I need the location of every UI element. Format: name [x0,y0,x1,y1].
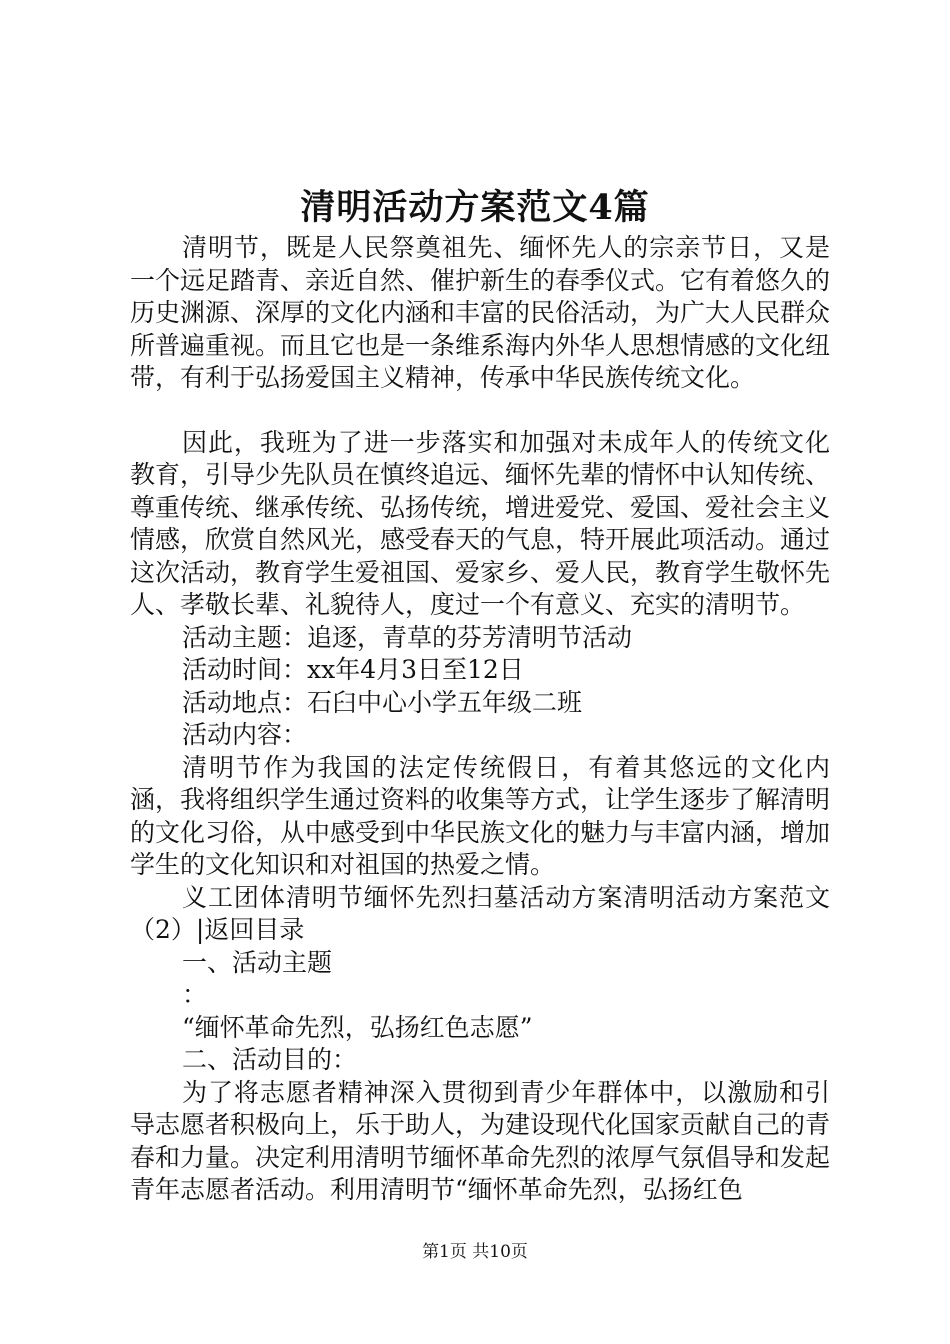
heading-purpose: 二、活动目的： [182,1045,358,1074]
document-title: 清明活动方案范文4篇 [300,187,650,228]
heading-theme: 一、活动主题 [182,947,333,977]
paragraph-volunteer: 为了将志愿者精神深入贯彻到青少年群体中，以激励和引导志愿者积极向上，乐于助人，为建设现代化国家贡献自己的青春和力量。决定利用清明节缅怀革命先烈的浓厚气氛倡导和发起青年志愿者活动。利用清明节“缅怀革命先烈，弘扬红色 [130,1077,831,1204]
activity-content-heading: 活动内容： [182,720,308,749]
document-body [130,232,830,1207]
theme-slogan: “缅怀革命先烈，弘扬红色志愿” [182,1012,533,1042]
paragraph-content: 清明节作为我国的法定传统假日，有着其悠远的文化内涵，我将组织学生通过资料的收集等方式，让学生逐步了解清明的文化习俗，从中感受到中华民族文化的魅力与丰富内涵，增加学生的文化知识和对祖国的热爱之情。 [130,752,831,879]
activity-theme: 活动主题：追逐，青草的芬芳清明节活动 [182,622,633,652]
paragraph-intro: 清明节，既是人民祭奠祖先、缅怀先人的宗亲节日，又是一个远足踏青、亲近自然、催护新生的春季仪式。它有着悠久的历史渊源、深厚的文化内涵和丰富的民俗活动，为广大人民群众所普遍重视。而且它也是一条维系海内外华人思想情感的文化纽带，有利于弘扬爱国主义精神，传承中华民族传统文化。 [130,233,831,392]
page-number: 第1页 共10页 [422,1242,528,1262]
section-link-return-toc[interactable]: 义工团体清明节缅怀先烈扫墓活动方案清明活动方案范文（2）|返回目录 [130,882,830,944]
activity-location: 活动地点：石臼中心小学五年级二班 [182,687,583,717]
activity-time: 活动时间：xx年4月3日至12日 [182,655,524,684]
paragraph-purpose: 因此，我班为了进一步落实和加强对未成年人的传统文化教育，引导少先队员在慎终追远、缅怀先辈的情怀中认知传统、尊重传统、继承传统、弘扬传统，增进爱党、爱国、爱社会主义情感，欣赏自然风光，感受春天的气息，特开展此项活动。通过这次活动，教育学生爱祖国、爱家乡、爱人民，教育学生敬怀先人、孝敬长辈、礼貌待人，度过一个有意义、充实的清明节。 [130,427,831,619]
colon-line: ： [182,980,208,1009]
